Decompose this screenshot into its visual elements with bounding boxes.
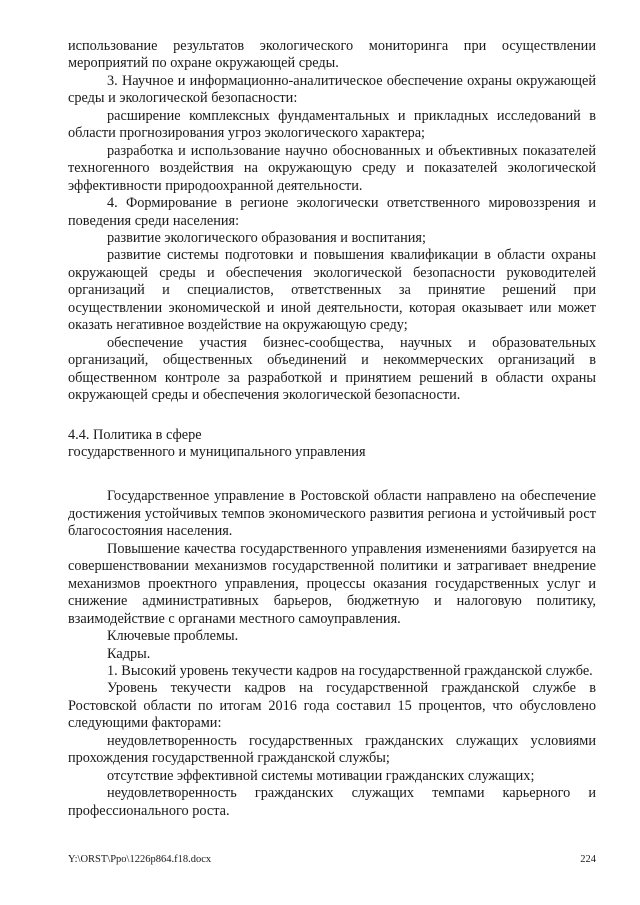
section-heading-line-1: 4.4. Политика в сфере: [68, 426, 202, 443]
section-heading-line-2: государственного и муниципального управления: [68, 443, 366, 460]
paragraph: развитие экологического образования и воспитания;: [107, 229, 426, 246]
paragraph: неудовлетворенность государственных гражданских служащих условиями прохождения государственной гражданской службы;: [68, 732, 596, 767]
paragraph: использование результатов экологического мониторинга при осуществлении мероприятий по охране окружающей среды.: [68, 38, 596, 72]
paragraph: 1. Высокий уровень текучести кадров на государственной гражданской службе.: [107, 662, 593, 679]
paragraph: обеспечение участия бизнес-сообщества, научных и образовательных организаций, общественных объединений и некоммерческих организаций в общественном контроле за разработкой и принятием решений в области охраны окружающей среды и обеспечения экологической безопасности.: [68, 334, 596, 404]
page-footer: [68, 854, 596, 866]
paragraph: расширение комплексных фундаментальных и прикладных исследований в области прогнозирования угроз экологического характера;: [68, 107, 596, 142]
paragraph: 4. Формирование в регионе экологически ответственного мировоззрения и поведения среди населения:: [68, 195, 596, 229]
paragraph: 3. Научное и информационно-аналитическое обеспечение охраны окружающей среды и экологической безопасности:: [68, 72, 596, 107]
paragraph: развитие системы подготовки и повышения квалификации в области охраны окружающей среды и обеспечения экологической безопасности руководителей организаций и специалистов, ответственных за принятие решений при осуществлении экономической и иной деятельности, которая оказывает или может оказать негативное воздействие на окружающую среду;: [68, 247, 596, 334]
footer-file-path: Y:\ORST\Ppo\1226p864.f18.docx: [68, 854, 212, 865]
page-number: 224: [580, 854, 596, 865]
paragraph: отсутствие эффективной системы мотивации гражданских служащих;: [107, 767, 535, 784]
paragraph: Кадры.: [107, 645, 151, 662]
paragraph: Ключевые проблемы.: [107, 628, 239, 645]
paragraph: Государственное управление в Ростовской области направлено на обеспечение достижения устойчивых темпов экономического развития региона и устойчивый рост благосостояния населения.: [68, 488, 596, 540]
paragraph: неудовлетворенность гражданских служащих темпами карьерного и профессионального роста.: [68, 785, 596, 819]
document-body: [68, 38, 596, 820]
paragraph: разработка и использование научно обоснованных и объективных показателей техногенного воздействия на окружающую среду и показателей экологической эффективности природоохранной деятельности.: [68, 142, 596, 194]
paragraph: Повышение качества государственного управления изменениями базируется на совершенствовании механизмов государственной политики и затрагивает внедрение механизмов проектного управления, процессы оказания государственных услуг и снижение административных барьеров, бюджетную и налоговую политику, взаимодействие с органами местного самоуправления.: [68, 540, 596, 627]
paragraph: Уровень текучести кадров на государственной гражданской службе в Ростовской области по итогам 2016 года составил 15 процентов, что обусловлено следующими факторами:: [68, 680, 596, 732]
section-heading: [68, 427, 596, 462]
